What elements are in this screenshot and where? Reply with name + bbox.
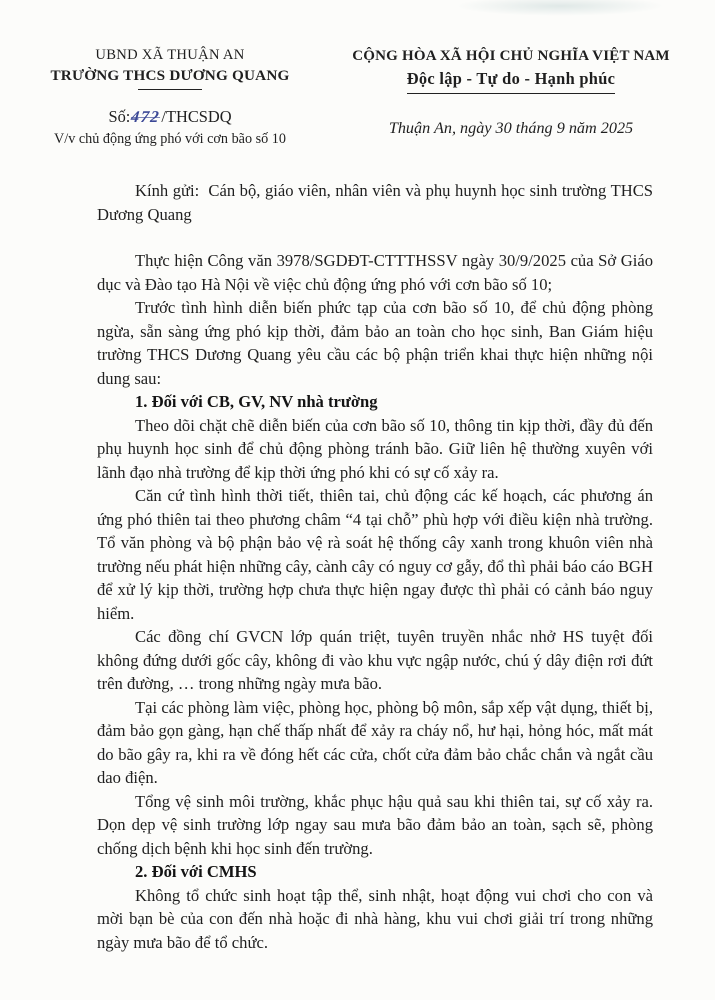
doc-number-suffix: /THCSDQ: [161, 107, 232, 127]
motto-underline: [407, 93, 615, 94]
salutation: Kính gửi: Cán bộ, giáo viên, nhân viên và phụ huynh học sinh trường THCS Dương Quang: [97, 181, 653, 224]
section-heading-2: 2. Đối với CMHS: [135, 862, 257, 882]
paragraph: Tại các phòng làm việc, phòng học, phòng bộ môn, sắp xếp vật dụng, thiết bị, đảm bảo gọn gàng, hạn chế thấp nhất để xảy ra cháy nổ, hư hại, hỏng hóc, mất mát do bão gây ra, khi ra về đóng hết các cửa, chốt cửa đảm bảo chắc chắn và ngắt cầu dao điện.: [97, 697, 653, 788]
country-name: CỘNG HÒA XÃ HỘI CHỦ NGHĨA VIỆT NAM: [352, 48, 670, 64]
place-date: Thuận An, ngày 30 tháng 9 năm 2025: [388, 118, 634, 137]
doc-number-prefix: Số:: [108, 107, 131, 127]
section-heading-1: 1. Đối với CB, GV, NV nhà trường: [135, 392, 378, 412]
doc-number: [34, 107, 306, 128]
national-motto: Độc lập - Tự do - Hạnh phúc: [406, 69, 616, 89]
paragraph: Tổng vệ sinh môi trường, khắc phục hậu quả sau khi thiên tai, sự cố xảy ra. Dọn dẹp vệ sinh trường lớp ngay sau mưa bão đảm bảo an toàn, sạch sẽ, phòng chống dịch bệnh khi học sinh đến trường.: [97, 791, 653, 858]
doc-number-handwritten: 472: [130, 107, 162, 127]
paragraph: Trước tình hình diễn biến phức tạp của cơn bão số 10, để chủ động phòng ngừa, sẵn sàng ứng phó kịp thời, đảm bảo an toàn cho học sinh, Ban Giám hiệu trường THCS Dương Quang yêu cầu các bộ phận triển khai thực hiện những nội dung sau:: [97, 298, 653, 388]
paragraph: Theo dõi chặt chẽ diễn biến của cơn bão số 10, thông tin kịp thời, đầy đủ đến phụ huynh học sinh để chủ động phòng tránh bão. Giữ liên hệ thường xuyên với lãnh đạo nhà trường để kịp thời ứng phó khi có sự cố xảy ra.: [97, 415, 653, 482]
org-underline: [138, 89, 202, 90]
paragraph: Không tổ chức sinh hoạt tập thể, sinh nhật, hoạt động vui chơi cho con và mời bạn bè của con đến nhà hoặc đi nhà hàng, khu vui chơi giải trí trong những ngày mưa bão để tổ chức.: [97, 885, 653, 952]
scan-smudge-artifact: [455, 0, 665, 16]
org-name: TRƯỜNG THCS DƯƠNG QUANG: [50, 66, 290, 84]
paragraph: Các đồng chí GVCN lớp quán triệt, tuyên truyền nhắc nhở HS tuyệt đối không đứng dưới gốc cây, không đi vào khu vực ngập nước, chú ý dây điện rơi đứt trên đường, … trong những ngày mưa bão.: [97, 627, 653, 694]
org-parent-name: UBND XÃ THUẬN AN: [95, 47, 245, 63]
paragraph: Căn cứ tình hình thời tiết, thiên tai, chủ động các kế hoạch, các phương án ứng phó thiên tai theo phương châm “4 tại chỗ” phù hợp với điều kiện nhà trường. Tổ văn phòng và bộ phận bảo vệ rà soát hệ thống cây xanh trong khuôn viên nhà trường nếu phát hiện những cây, cành cây có nguy cơ gẫy, đổ thì phải báo cáo BGH để xử lý kịp thời, trường hợp chưa thực hiện ngay được thì phải có cảnh báo nguy hiểm.: [97, 486, 653, 623]
paragraph: Thực hiện Công văn 3978/SGDĐT-CTTTHSSV ngày 30/9/2025 của Sở Giáo dục và Đào tạo Hà Nội về việc chủ động ứng phó với cơn bão số 10;: [97, 251, 653, 294]
document-body: [97, 179, 653, 954]
doc-subject: V/v chủ động ứng phó với cơn bão số 10: [54, 130, 286, 147]
national-header-block: [341, 46, 681, 148]
letterhead: [0, 46, 715, 148]
issuing-org-block: [34, 46, 306, 148]
